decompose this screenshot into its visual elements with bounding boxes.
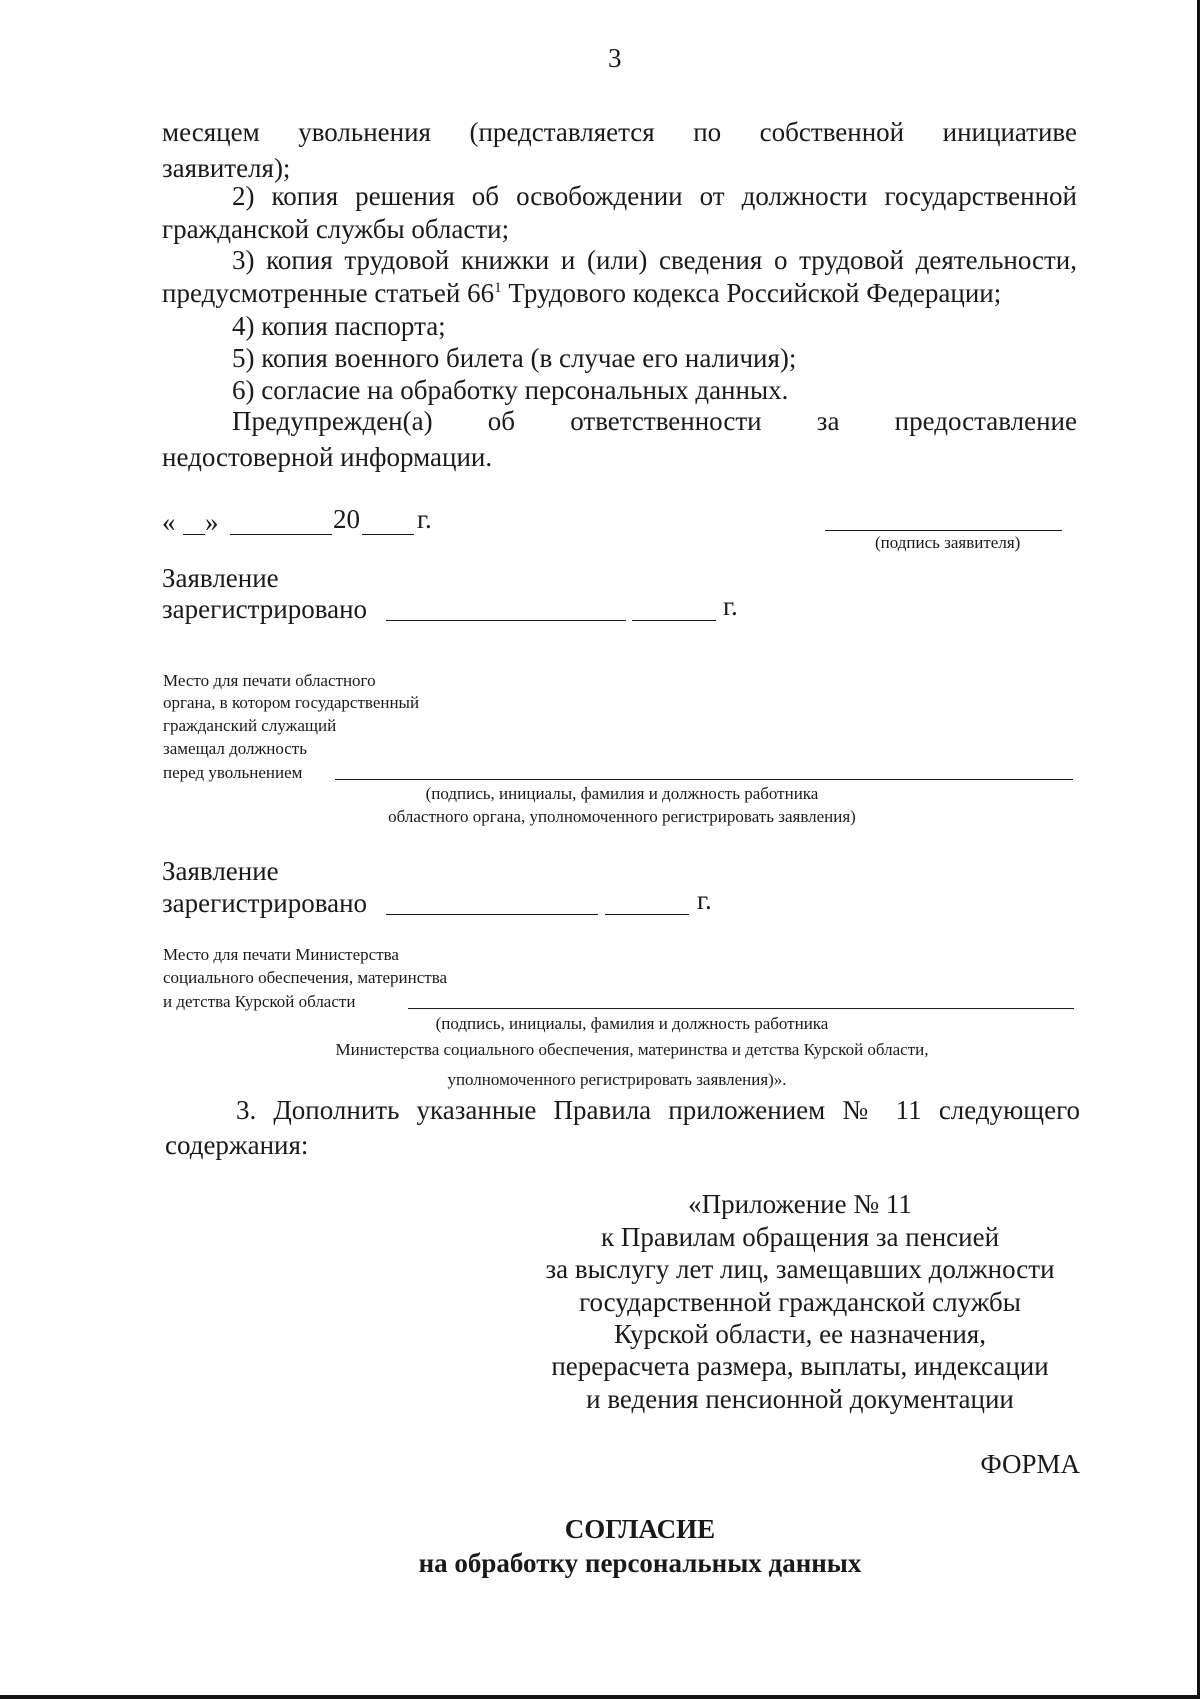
registration-year-blank	[632, 620, 716, 621]
signature-blank	[825, 530, 1062, 531]
list-item: 3) копия трудовой книжки и (или) сведения о трудовой деятельности,	[232, 245, 1077, 275]
year-prefix: 20	[333, 504, 360, 534]
day-blank	[183, 534, 205, 535]
official-signature-caption: уполномоченного регистрировать заявления)».	[447, 1070, 787, 1089]
page-number: 3	[608, 43, 622, 73]
point-3-text: содержания:	[165, 1130, 309, 1160]
registration-label: Заявление	[162, 856, 279, 886]
month-blank	[230, 534, 332, 535]
registration-label: зарегистрировано	[162, 594, 368, 624]
date-open-quote: «	[162, 507, 176, 537]
appendix-header-line: за выслугу лет лиц, замещавших должности	[545, 1254, 1055, 1284]
appendix-header-line: перерасчета размера, выплаты, индексации	[551, 1351, 1049, 1381]
stamp-place-text: замещал должность	[163, 739, 307, 758]
registration-year-blank	[605, 914, 689, 915]
stamp-place-text: органа, в котором государственный	[163, 693, 420, 712]
paragraph-line: заявителя);	[162, 153, 291, 183]
stamp-place-text: социального обеспечения, материнства	[163, 968, 448, 987]
official-signature-caption: (подпись, инициалы, фамилия и должность работника	[435, 1014, 829, 1033]
point-3-text: 3. Дополнить указанные Правила приложением № 11 следующего	[236, 1095, 1080, 1125]
warning-text: Предупрежден(а) об ответственности за предоставление	[232, 406, 1077, 436]
registration-date-blank	[386, 620, 626, 621]
stamp-place-text: гражданский служащий	[163, 716, 337, 735]
appendix-header-line: и ведения пенсионной документации	[586, 1384, 1014, 1414]
year-blank	[362, 534, 414, 535]
official-signature-blank	[335, 779, 1073, 780]
appendix-header-line: Курской области, ее назначения,	[614, 1319, 986, 1349]
list-item: 2) копия решения об освобождении от должности государственной	[232, 181, 1077, 211]
appendix-header-line: «Приложение № 11	[688, 1189, 912, 1219]
consent-title: СОГЛАСИЕ	[564, 1514, 716, 1544]
appendix-header-line: государственной гражданской службы	[579, 1287, 1021, 1317]
list-item-continuation	[162, 277, 1001, 309]
text-fragment: предусмотренные статьей 66	[162, 278, 495, 308]
stamp-place-text: перед увольнением	[163, 763, 303, 782]
date-close-quote: »	[205, 507, 219, 537]
consent-subtitle: на обработку персональных данных	[418, 1548, 862, 1578]
scan-border	[0, 1695, 1200, 1699]
form-label: ФОРМА	[980, 1449, 1080, 1479]
official-signature-caption: (подпись, инициалы, фамилия и должность работника	[425, 784, 819, 803]
registration-year-suffix: г.	[723, 591, 738, 621]
text-fragment: Трудового кодекса Российской Федерации;	[501, 278, 1002, 308]
stamp-place-text: Место для печати областного	[163, 671, 376, 690]
list-item-continuation: гражданской службы области;	[162, 214, 510, 244]
paragraph-line: месяцем увольнения (представляется по собственной инициативе	[162, 117, 1077, 147]
registration-date-blank	[386, 914, 598, 915]
superscript: 1	[494, 280, 502, 296]
stamp-place-text: Место для печати Министерства	[163, 945, 399, 964]
warning-text: недостоверной информации.	[162, 442, 493, 472]
signature-caption: (подпись заявителя)	[875, 533, 1021, 552]
list-item: 4) копия паспорта;	[232, 311, 446, 341]
official-signature-caption: областного органа, уполномоченного регистрировать заявления)	[388, 807, 856, 826]
registration-year-suffix: г.	[697, 885, 712, 915]
registration-label: зарегистрировано	[162, 888, 368, 918]
official-signature-blank	[408, 1008, 1074, 1009]
registration-label: Заявление	[162, 563, 279, 593]
appendix-header-line: к Правилам обращения за пенсией	[600, 1222, 1000, 1252]
list-item: 6) согласие на обработку персональных данных.	[232, 375, 789, 405]
stamp-place-text: и детства Курской области	[163, 992, 356, 1011]
official-signature-caption: Министерства социального обеспечения, материнства и детства Курской области,	[335, 1040, 929, 1059]
list-item: 5) копия военного билета (в случае его наличия);	[232, 343, 797, 373]
year-suffix: г.	[417, 504, 432, 534]
